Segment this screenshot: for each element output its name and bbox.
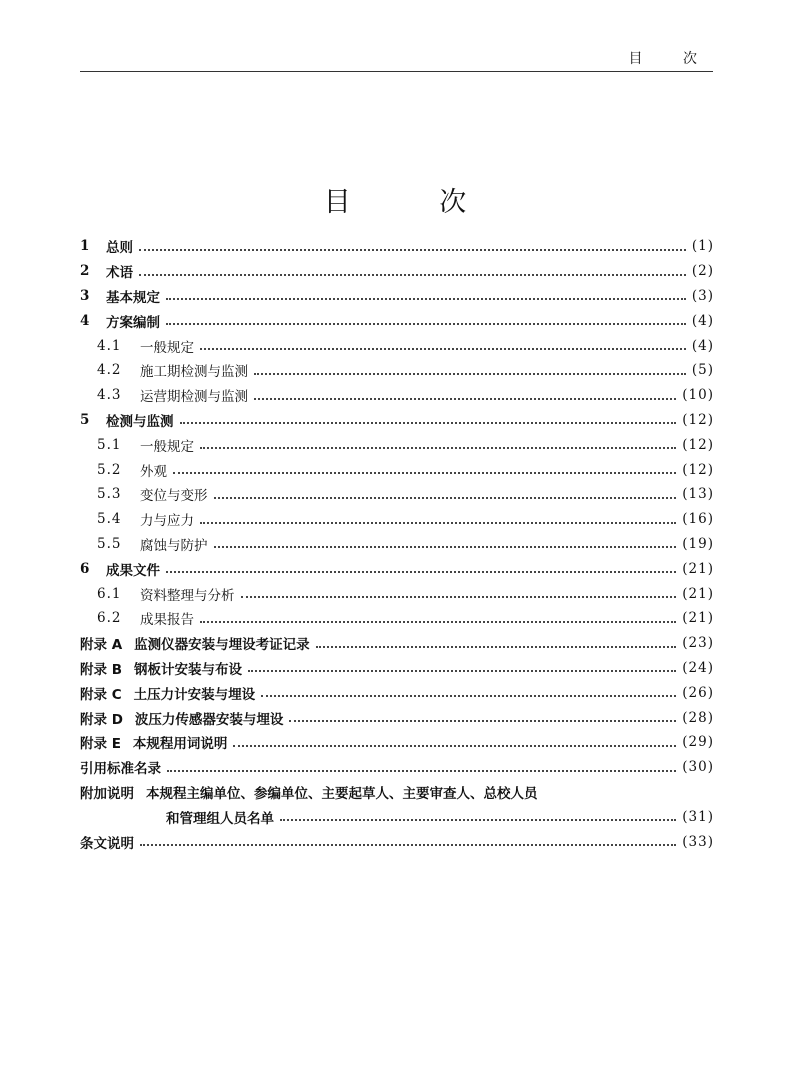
toc-entry-title: 波压力传感器安装与埋设 [134, 711, 284, 728]
toc-entry[interactable] [80, 507, 714, 532]
toc-entry[interactable] [80, 829, 714, 854]
toc-entry-number: 附录 A [80, 637, 123, 654]
toc-entry-page: (3) [691, 287, 714, 304]
toc-entry-number: 附录 B [80, 661, 122, 678]
toc-entry-number: 附录 D [80, 711, 123, 728]
toc-entry-page: (5) [691, 362, 714, 379]
toc-leader-dots [200, 446, 676, 449]
toc-entry-page: (33) [682, 833, 714, 850]
toc-entry-title: 引用标准名录 [80, 761, 161, 778]
toc-leader-dots [233, 744, 676, 747]
toc-entry[interactable] [80, 234, 714, 259]
toc-entry-page: (24) [682, 659, 714, 676]
toc-leader-dots [140, 843, 676, 846]
toc-entry-page: (12) [682, 411, 714, 428]
toc-entry-title: 施工期检测与监测 [140, 364, 248, 381]
toc-entry[interactable] [80, 358, 714, 383]
toc-entry-number: 4.3 [97, 387, 122, 404]
toc-entry-page: (31) [682, 808, 714, 825]
toc-entry[interactable] [80, 308, 714, 333]
toc-entry[interactable] [80, 780, 714, 805]
toc-entry-page: (30) [682, 759, 714, 776]
page-title: 目 次 [323, 187, 507, 218]
toc-entry[interactable] [80, 482, 714, 507]
toc-entry-number: 5.1 [97, 436, 122, 453]
toc-leader-dots [139, 273, 686, 276]
toc-entry-title: 总则 [106, 240, 133, 257]
toc-entry-number: 5.5 [97, 535, 122, 552]
toc-entry-title: 变位与变形 [140, 488, 208, 505]
toc-entry-page: (23) [682, 635, 714, 652]
toc-entry-number: 4 [80, 312, 90, 329]
header-rule [80, 71, 713, 72]
toc-entry-title: 土压力计安装与埋设 [133, 686, 256, 703]
toc-entry-title: 钢板计安装与布设 [134, 661, 242, 678]
toc-leader-dots [254, 397, 676, 400]
toc-entry-title: 本规程主编单位、参编单位、主要起草人、主要审查人、总校人员 [146, 785, 538, 802]
toc-entry-page: (19) [682, 535, 714, 552]
toc-entry-title: 基本规定 [106, 289, 160, 306]
toc-leader-dots [166, 322, 686, 325]
toc-entry-title: 和管理组人员名单 [166, 810, 274, 827]
table-of-contents [80, 234, 714, 854]
toc-entry-number: 2 [80, 263, 90, 280]
toc-leader-dots [173, 471, 676, 474]
toc-entry-page: (10) [682, 387, 714, 404]
toc-entry-number: 附加说明 [80, 785, 134, 802]
toc-entry[interactable] [80, 755, 714, 780]
toc-entry[interactable] [80, 804, 714, 829]
toc-entry-number: 3 [80, 287, 90, 304]
toc-leader-dots [214, 496, 677, 499]
toc-leader-dots [289, 719, 676, 722]
toc-entry-number: 附录 E [80, 736, 121, 753]
toc-entry-number: 4.2 [97, 362, 122, 379]
toc-entry-page: (16) [682, 511, 714, 528]
toc-entry-page: (21) [682, 610, 714, 627]
toc-entry-title: 资料整理与分析 [140, 587, 235, 604]
toc-leader-dots [214, 545, 677, 548]
toc-entry-page: (28) [682, 709, 714, 726]
toc-entry[interactable] [80, 606, 714, 631]
toc-entry[interactable] [80, 656, 714, 681]
toc-entry[interactable] [80, 457, 714, 482]
toc-entry-number: 5.2 [97, 461, 122, 478]
toc-entry[interactable] [80, 333, 714, 358]
toc-entry-number: 6 [80, 560, 90, 577]
toc-leader-dots [248, 669, 676, 672]
toc-entry-title: 成果文件 [106, 562, 160, 579]
toc-leader-dots [166, 570, 676, 573]
toc-entry-number: 1 [80, 238, 90, 255]
toc-leader-dots [254, 372, 686, 375]
toc-leader-dots [200, 521, 676, 524]
toc-entry-title: 监测仪器安装与埋设考证记录 [134, 637, 310, 654]
toc-entry-page: (12) [682, 436, 714, 453]
toc-leader-dots [200, 347, 686, 350]
toc-leader-dots [200, 620, 676, 623]
toc-entry[interactable] [80, 581, 714, 606]
toc-entry-page: (1) [691, 238, 714, 255]
toc-leader-dots [180, 421, 677, 424]
toc-entry-page: (21) [682, 560, 714, 577]
toc-entry[interactable] [80, 680, 714, 705]
toc-leader-dots [139, 248, 686, 251]
toc-entry[interactable] [80, 556, 714, 581]
toc-entry[interactable] [80, 532, 714, 557]
toc-entry-title: 腐蚀与防护 [140, 537, 208, 554]
toc-leader-dots [241, 595, 677, 598]
toc-entry-page: (26) [682, 684, 714, 701]
toc-entry-page: (4) [691, 337, 714, 354]
toc-entry[interactable] [80, 408, 714, 433]
toc-entry-number: 5.3 [97, 486, 122, 503]
toc-entry-page: (13) [682, 486, 714, 503]
toc-entry-page: (4) [691, 312, 714, 329]
toc-entry-title: 力与应力 [140, 513, 194, 530]
toc-entry[interactable] [80, 259, 714, 284]
toc-entry-number: 6.2 [97, 610, 122, 627]
toc-entry[interactable] [80, 432, 714, 457]
toc-entry-page: (2) [691, 263, 714, 280]
toc-entry-title: 运营期检测与监测 [140, 389, 248, 406]
toc-entry-title: 外观 [140, 463, 167, 480]
toc-entry[interactable] [80, 705, 714, 730]
toc-entry-title: 本规程用词说明 [132, 736, 228, 753]
toc-entry-number: 附录 C [80, 686, 122, 703]
toc-entry-number: 4.1 [97, 337, 122, 354]
toc-entry-number: 5.4 [97, 511, 122, 528]
toc-entry-title: 术语 [106, 265, 133, 282]
toc-leader-dots [261, 694, 676, 697]
toc-leader-dots [166, 297, 686, 300]
toc-entry-title: 一般规定 [140, 339, 194, 356]
toc-entry[interactable] [80, 383, 714, 408]
toc-leader-dots [280, 818, 676, 821]
toc-entry-number: 5 [80, 411, 90, 428]
toc-entry[interactable] [80, 284, 714, 309]
toc-entry-page: (12) [682, 461, 714, 478]
toc-leader-dots [316, 645, 677, 648]
toc-entry-title: 成果报告 [140, 612, 194, 629]
toc-entry-page: (21) [682, 585, 714, 602]
running-header: 目 次 [628, 51, 715, 67]
toc-entry-title: 方案编制 [106, 314, 160, 331]
toc-entry-page: (29) [682, 734, 714, 751]
toc-entry-title: 检测与监测 [106, 413, 174, 430]
toc-entry-number: 6.1 [97, 585, 122, 602]
toc-entry-title: 一般规定 [140, 438, 194, 455]
toc-entry[interactable] [80, 730, 714, 755]
toc-leader-dots [167, 769, 676, 772]
toc-entry-title: 条文说明 [80, 835, 134, 852]
toc-entry[interactable] [80, 631, 714, 656]
